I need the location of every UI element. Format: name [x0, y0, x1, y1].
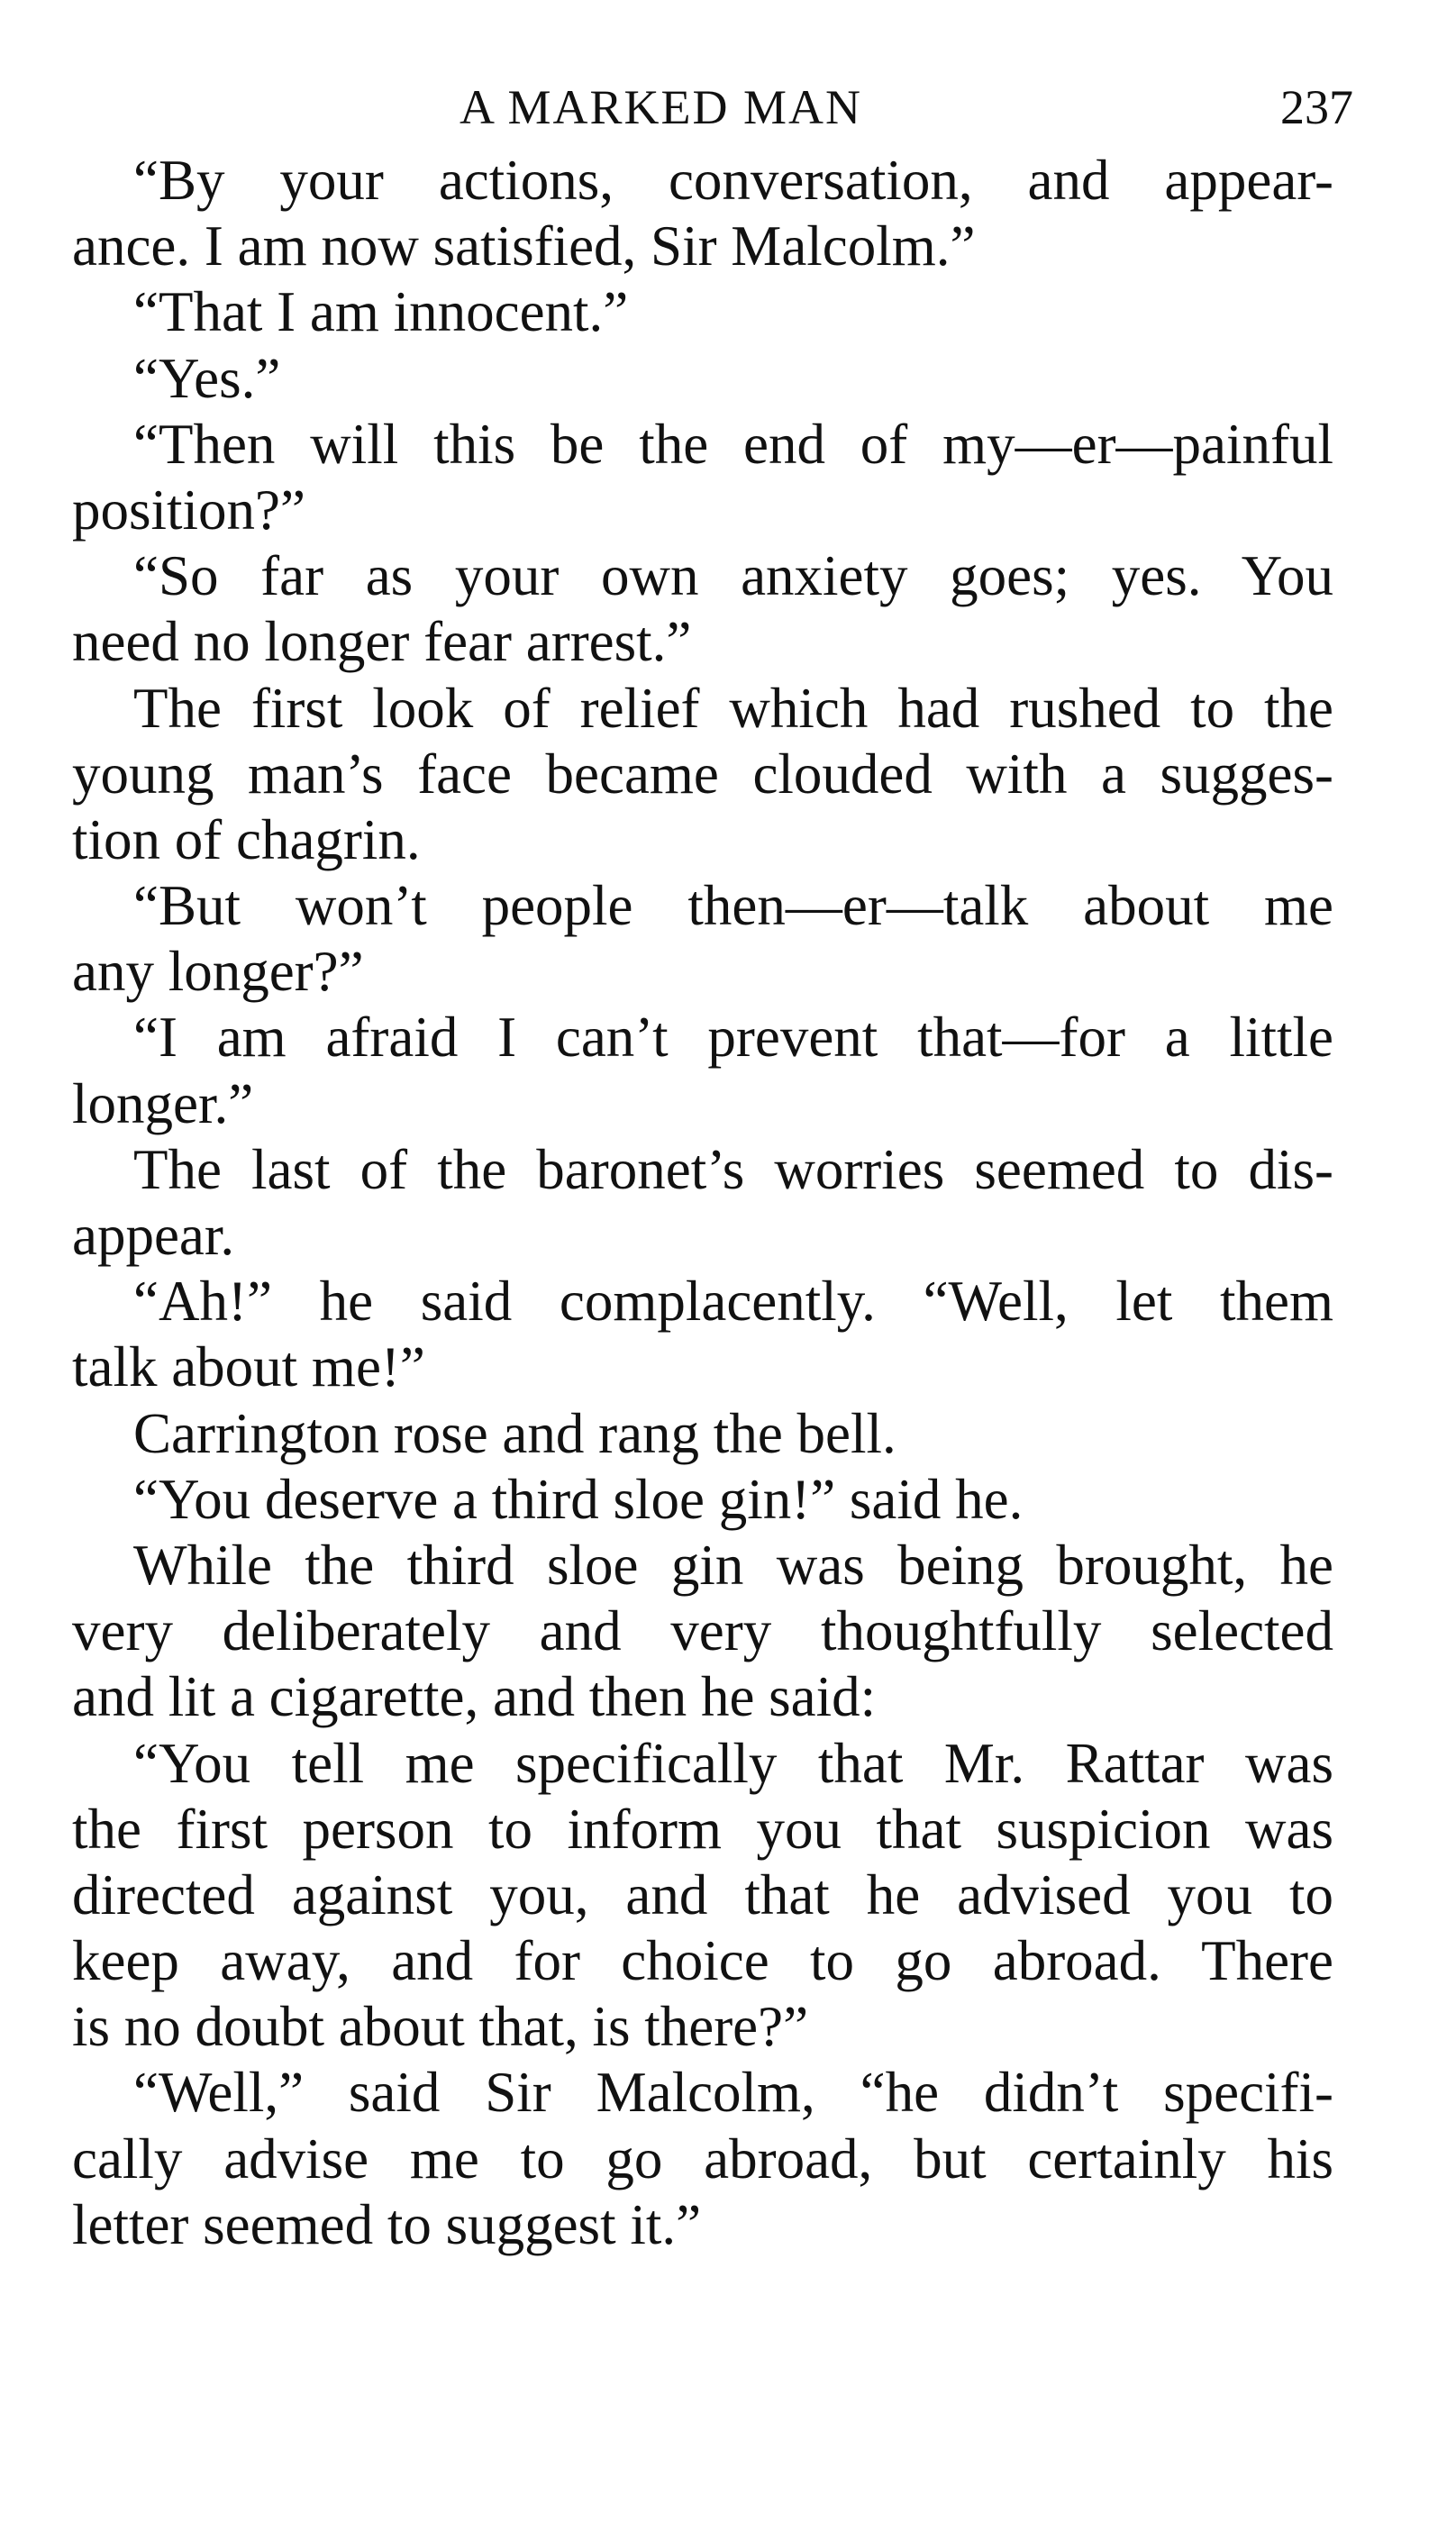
text-line: letter seemed to suggest it.” — [72, 2192, 702, 2256]
text-line: “So far as your own anxiety goes; yes. You — [133, 544, 1333, 608]
text-line: talk about me!” — [72, 1335, 425, 1399]
text-line: any longer?” — [72, 940, 364, 1004]
text-line: “You deserve a third sloe gin!” said he. — [133, 1467, 1024, 1531]
text-line: tion of chagrin. — [72, 807, 421, 871]
text-line: need no longer fear arrest.” — [72, 610, 692, 674]
text-line: is no doubt about that, is there?” — [72, 1995, 809, 2059]
text-line: position?” — [72, 478, 305, 542]
text-line: young man’s face became clouded with a sugges- — [72, 742, 1333, 806]
text-line: “Well,” said Sir Malcolm, “he didn’t specifi- — [133, 2061, 1333, 2125]
text-line: “You tell me specifically that Mr. Rattar was — [133, 1731, 1333, 1795]
text-line: and lit a cigarette, and then he said: — [72, 1665, 877, 1729]
text-line: The first look of relief which had rushed to the — [133, 676, 1333, 740]
text-line: While the third sloe gin was being brought, he — [133, 1533, 1333, 1597]
text-line: ance. I am now satisfied, Sir Malcolm.” — [72, 214, 976, 278]
text-line: “Ah!” he said complacently. “Well, let them — [133, 1270, 1333, 1334]
text-line: “But won’t people then—er—talk about me — [133, 874, 1333, 938]
text-line: The last of the baronet’s worries seemed to dis- — [133, 1137, 1333, 1201]
text-line: cally advise me to go abroad, but certainly his — [72, 2127, 1333, 2190]
text-line: keep away, and for choice to go abroad. There — [72, 1929, 1333, 1993]
text-line: appear. — [72, 1204, 235, 1267]
text-line: “By your actions, conversation, and appear- — [133, 149, 1333, 212]
text-line: “That I am innocent.” — [133, 280, 629, 344]
text-line: very deliberately and very thoughtfully selected — [72, 1599, 1333, 1663]
page-number: 237 — [1280, 80, 1353, 134]
text-line: “I am afraid I can’t prevent that—for a little — [133, 1006, 1333, 1070]
running-title: A MARKED MAN — [460, 80, 863, 134]
text-line: longer.” — [72, 1071, 254, 1135]
text-line: “Then will this be the end of my—er—painful — [133, 412, 1333, 476]
text-line: Carrington rose and rang the bell. — [133, 1401, 896, 1465]
body-text — [72, 148, 1333, 2258]
text-line: the first person to inform you that suspicion was — [72, 1797, 1333, 1861]
text-line: “Yes.” — [133, 346, 281, 410]
page-header — [72, 76, 1353, 139]
text-line: directed against you, and that he advised you to — [72, 1862, 1333, 1926]
